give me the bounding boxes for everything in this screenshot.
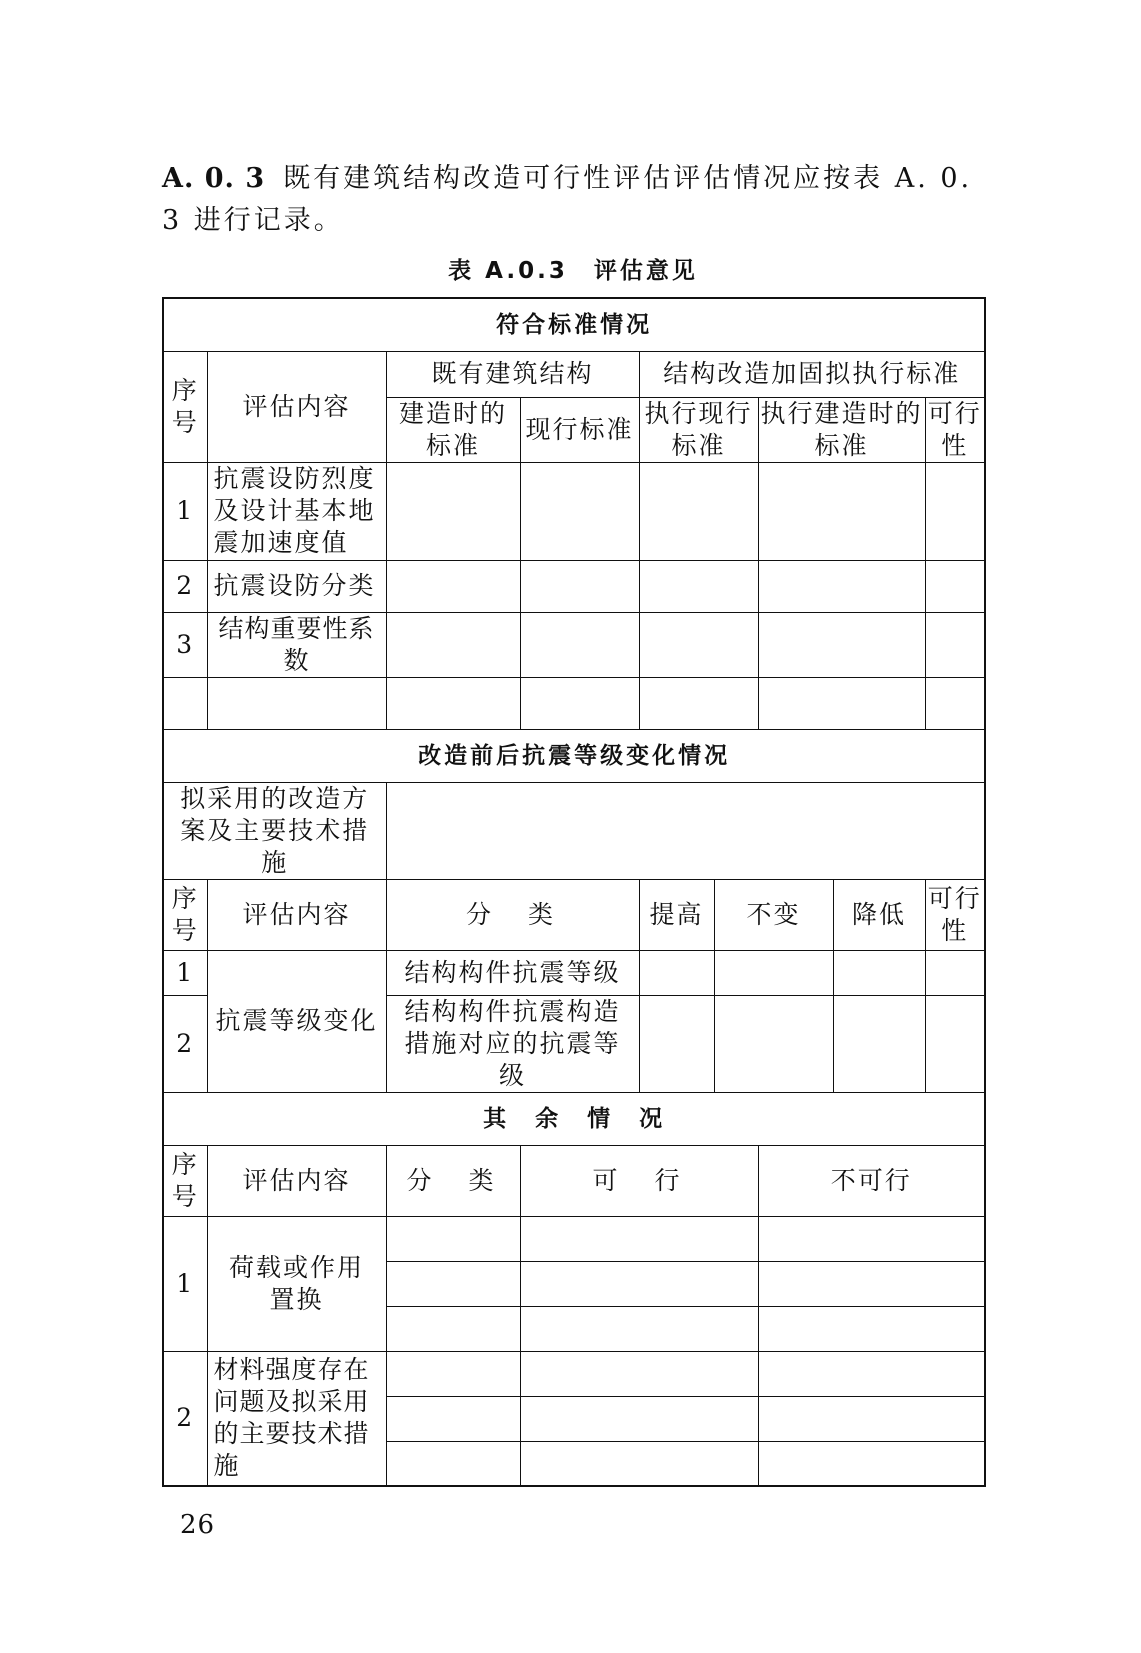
empty-cell: [386, 1261, 520, 1306]
seismic-grade-change-label: 抗震等级变化: [207, 950, 386, 1092]
table-row: [163, 1351, 985, 1396]
row-content: 结构重要性系数: [207, 612, 386, 677]
empty-cell: [639, 560, 758, 612]
empty-cell: [925, 950, 985, 995]
empty-cell: [758, 1261, 985, 1306]
built-standard-header: 建造时的标准: [386, 397, 520, 462]
s3-category-header: 分 类: [386, 1145, 520, 1216]
empty-cell: [520, 612, 639, 677]
empty-cell: [386, 677, 520, 729]
empty-cell: [758, 1441, 985, 1486]
empty-cell: [758, 1351, 985, 1396]
existing-structure-header: 既有建筑结构: [386, 351, 639, 397]
empty-cell: [833, 950, 925, 995]
row-category: 结构构件抗震构造措施对应的抗震等级: [386, 995, 639, 1092]
empty-cell: [925, 612, 985, 677]
retrofit-plan-value: [386, 782, 985, 879]
empty-cell: [386, 1351, 520, 1396]
empty-cell: [758, 462, 925, 560]
empty-cell: [714, 950, 833, 995]
empty-cell: [639, 462, 758, 560]
exec-current-header: 执行现行标准: [639, 397, 758, 462]
empty-cell: [639, 677, 758, 729]
empty-cell: [925, 677, 985, 729]
empty-cell: [925, 995, 985, 1092]
row-seq: 1: [163, 950, 207, 995]
table-caption-title: 评估意见: [593, 258, 698, 284]
s3-infeasible-header: 不可行: [758, 1145, 985, 1216]
table-row: [163, 462, 985, 560]
retrofit-standard-header: 结构改造加固拟执行标准: [639, 351, 985, 397]
s2-feasibility-header: 可行性: [925, 879, 985, 950]
clause-paragraph: [162, 158, 992, 242]
empty-cell: [520, 560, 639, 612]
empty-cell: [520, 1441, 758, 1486]
row-seq: 2: [163, 560, 207, 612]
reduce-header: 降低: [833, 879, 925, 950]
row-category: 结构构件抗震等级: [386, 950, 639, 995]
clause-text: 既有建筑结构改造可行性评估评估情况应按表 A. 0. 3 进行记录。: [162, 163, 973, 236]
feasibility-header: 可行性: [925, 397, 985, 462]
empty-cell: [714, 995, 833, 1092]
row-content: [207, 677, 386, 729]
table-row: [163, 560, 985, 612]
empty-cell: [386, 1441, 520, 1486]
s3-seq-header: 序号: [163, 1145, 207, 1216]
empty-cell: [833, 995, 925, 1092]
unchanged-header: 不变: [714, 879, 833, 950]
empty-cell: [520, 1261, 758, 1306]
empty-cell: [520, 1396, 758, 1441]
empty-cell: [639, 612, 758, 677]
empty-cell: [386, 462, 520, 560]
s2-seq-header: 序号: [163, 879, 207, 950]
s1-content-header: 评估内容: [207, 351, 386, 462]
exec-built-header: 执行建造时的标准: [758, 397, 925, 462]
empty-cell: [925, 560, 985, 612]
table-row: [163, 950, 985, 995]
empty-cell: [520, 1351, 758, 1396]
row-seq: 3: [163, 612, 207, 677]
row-seq: 2: [163, 1351, 207, 1486]
retrofit-plan-label: 拟采用的改造方案及主要技术措施: [163, 782, 386, 879]
row-seq: 1: [163, 1216, 207, 1351]
table-caption: [162, 252, 984, 285]
section1-title: 符合标准情况: [163, 298, 985, 351]
empty-cell: [520, 462, 639, 560]
improve-header: 提高: [639, 879, 714, 950]
row-seq: [163, 677, 207, 729]
table-row: [163, 677, 985, 729]
s1-seq-header: 序号: [163, 351, 207, 462]
table-caption-label: 表 A.0.3: [448, 258, 568, 284]
empty-cell: [386, 1396, 520, 1441]
section2-title: 改造前后抗震等级变化情况: [163, 729, 985, 782]
empty-cell: [520, 1306, 758, 1351]
s3-content-header: 评估内容: [207, 1145, 386, 1216]
empty-cell: [386, 612, 520, 677]
empty-cell: [758, 1396, 985, 1441]
s2-content-header: 评估内容: [207, 879, 386, 950]
empty-cell: [520, 677, 639, 729]
row-content: 抗震设防分类: [207, 560, 386, 612]
empty-cell: [386, 560, 520, 612]
section3-title: 其 余 情 况: [163, 1092, 985, 1145]
row-content: 材料强度存在问题及拟采用的主要技术措施: [207, 1351, 386, 1486]
s2-category-header: 分 类: [386, 879, 639, 950]
empty-cell: [639, 950, 714, 995]
empty-cell: [639, 995, 714, 1092]
row-content: 荷载或作用置换: [207, 1216, 386, 1351]
table-row: [163, 1216, 985, 1261]
page-number: 26: [180, 1510, 216, 1540]
current-standard-header: 现行标准: [520, 397, 639, 462]
empty-cell: [758, 560, 925, 612]
assessment-table: [162, 297, 986, 1487]
empty-cell: [758, 677, 925, 729]
empty-cell: [758, 1216, 985, 1261]
empty-cell: [925, 462, 985, 560]
s3-feasible-header: 可 行: [520, 1145, 758, 1216]
clause-number: A. 0. 3: [162, 163, 266, 194]
empty-cell: [386, 1306, 520, 1351]
empty-cell: [520, 1216, 758, 1261]
row-content: 抗震设防烈度及设计基本地震加速度值: [207, 462, 386, 560]
table-row: [163, 612, 985, 677]
row-seq: 1: [163, 462, 207, 560]
row-seq: 2: [163, 995, 207, 1092]
empty-cell: [758, 612, 925, 677]
empty-cell: [758, 1306, 985, 1351]
empty-cell: [386, 1216, 520, 1261]
